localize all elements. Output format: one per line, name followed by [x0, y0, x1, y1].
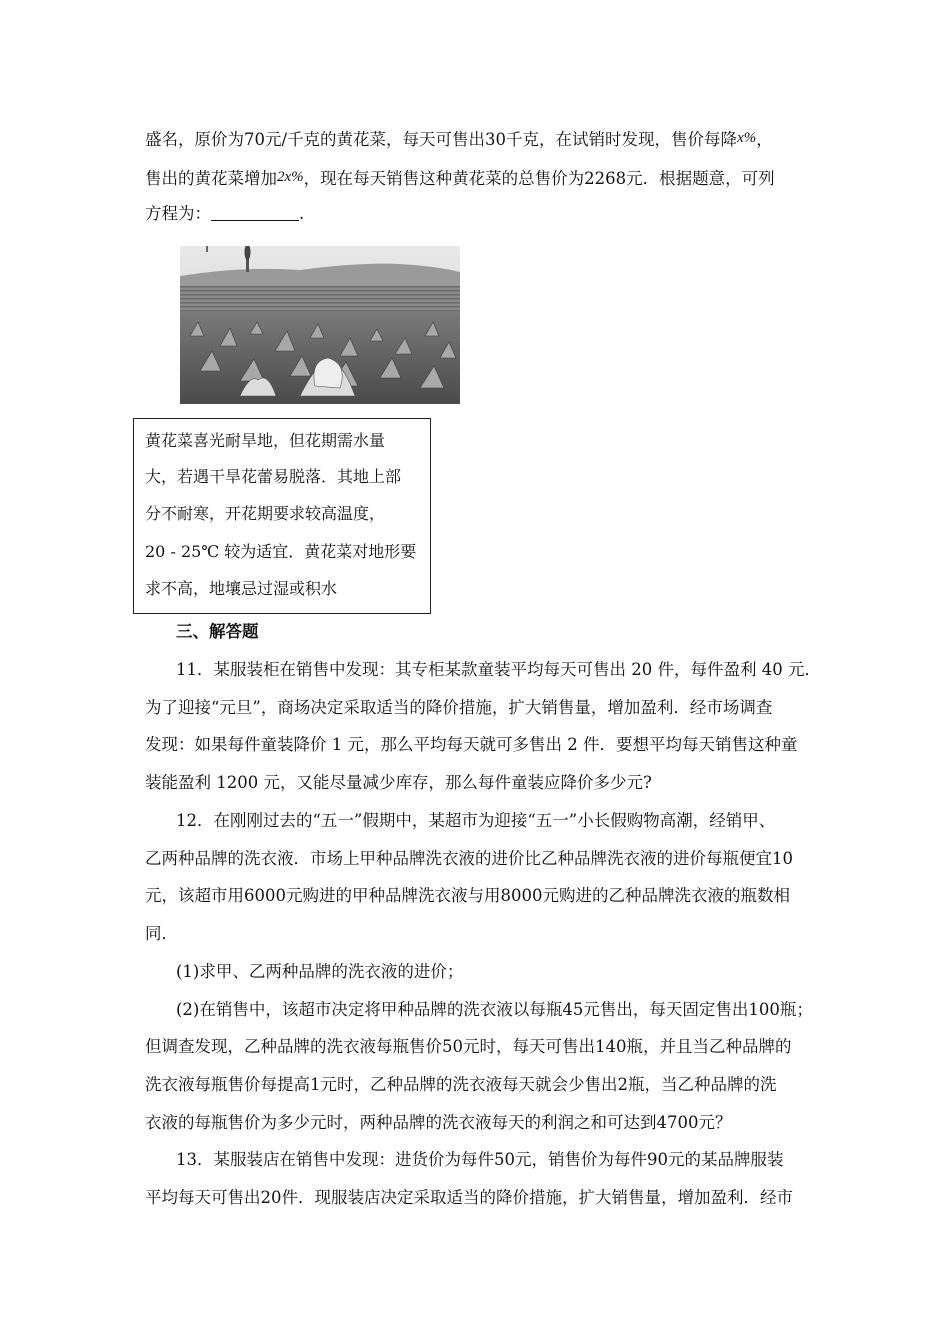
q12-line: 同．	[145, 924, 178, 943]
q11-line: 为了迎接“元旦”，商场决定采取适当的降价措施，扩大销售量，增加盈利．经市场调查	[145, 698, 773, 717]
math-2x-percent: 2x%	[277, 169, 304, 185]
info-line: 20 - 25℃ 较为适宜．黄花菜对地形要	[145, 542, 417, 561]
intro-line-3	[145, 203, 304, 225]
intro-text: ，	[756, 130, 773, 149]
info-line: 求不高，地壤忌过湿或积水	[145, 579, 338, 598]
q12-part2-line: (2)在销售中，该超市决定将甲种品牌的洗衣液以每瓶45元售出，每天固定售出100瓶；	[176, 1000, 813, 1019]
intro-text: ，现在每天销售这种黄花菜的总售价为2268元．根据题意，可列	[303, 169, 775, 188]
q12-part1: (1)求甲、乙两种品牌的洗衣液的进价；	[176, 962, 464, 981]
q12-part2-line: 衣液的每瓶售价为多少元时，两种品牌的洗衣液每天的利润之和可达到4700元？	[145, 1113, 732, 1132]
intro-line-2	[145, 166, 775, 190]
section-title: 三、解答题	[176, 622, 259, 641]
intro-text: 方程为：	[145, 204, 211, 223]
intro-line-1	[145, 127, 773, 151]
q12-line: 乙两种品牌的洗衣液．市场上甲种品牌洗衣液的进价比乙种品牌洗衣液的进价每瓶便宜10	[145, 849, 793, 868]
intro-text: 售出的黄花菜增加	[145, 169, 277, 188]
q12-line: 元，该超市用6000元购进的甲种品牌洗衣液与用8000元购进的乙种品牌洗衣液的瓶数相	[145, 886, 790, 905]
q11-line: 装能盈利 1200 元，又能尽量减少库存，那么每件童装应降价多少元?	[145, 773, 652, 792]
info-line: 黄花菜喜光耐旱地，但花期需水量	[145, 431, 386, 450]
info-line: 分不耐寒，开花期要求较高温度，	[145, 504, 386, 523]
q12-part2-line: 洗衣液每瓶售价每提高1元时，乙种品牌的洗衣液每天就会少售出2瓶，当乙种品牌的洗	[145, 1075, 777, 1094]
daylily-info-box	[133, 418, 431, 614]
daylily-field-photo	[180, 246, 460, 404]
q12-line: 12．在刚刚过去的“五一”假期中，某超市为迎接“五一”小长假购物高潮，经销甲、	[176, 811, 776, 830]
q11-line: 11．某服装柜在销售中发现：其专柜某款童装平均每天可售出 20 件，每件盈利 40 元．	[176, 660, 821, 679]
math-x-percent: x%	[737, 130, 757, 146]
answer-blank[interactable]	[211, 206, 299, 221]
intro-text: 盛名，原价为70元/千克的黄花菜，每天可售出30千克，在试销时发现，售价每降	[145, 130, 738, 149]
q13-line: 平均每天可售出20件．现服装店决定采取适当的降价措施，扩大销售量，增加盈利．经市	[145, 1188, 793, 1207]
q13-line: 13．某服装店在销售中发现：进货价为每件50元，销售价为每件90元的某品牌服装	[176, 1150, 784, 1169]
intro-text: .	[299, 204, 305, 223]
q11-line: 发现：如果每件童装降价 1 元，那么平均每天就可多售出 2 件．要想平均每天销售这种童	[145, 735, 798, 754]
info-line: 大，若遇干旱花蕾易脱落．其地上部	[145, 467, 402, 486]
q12-part2-line: 但调查发现，乙种品牌的洗衣液每瓶售价50元时，每天可售出140瓶，并且当乙种品牌的	[145, 1037, 792, 1056]
